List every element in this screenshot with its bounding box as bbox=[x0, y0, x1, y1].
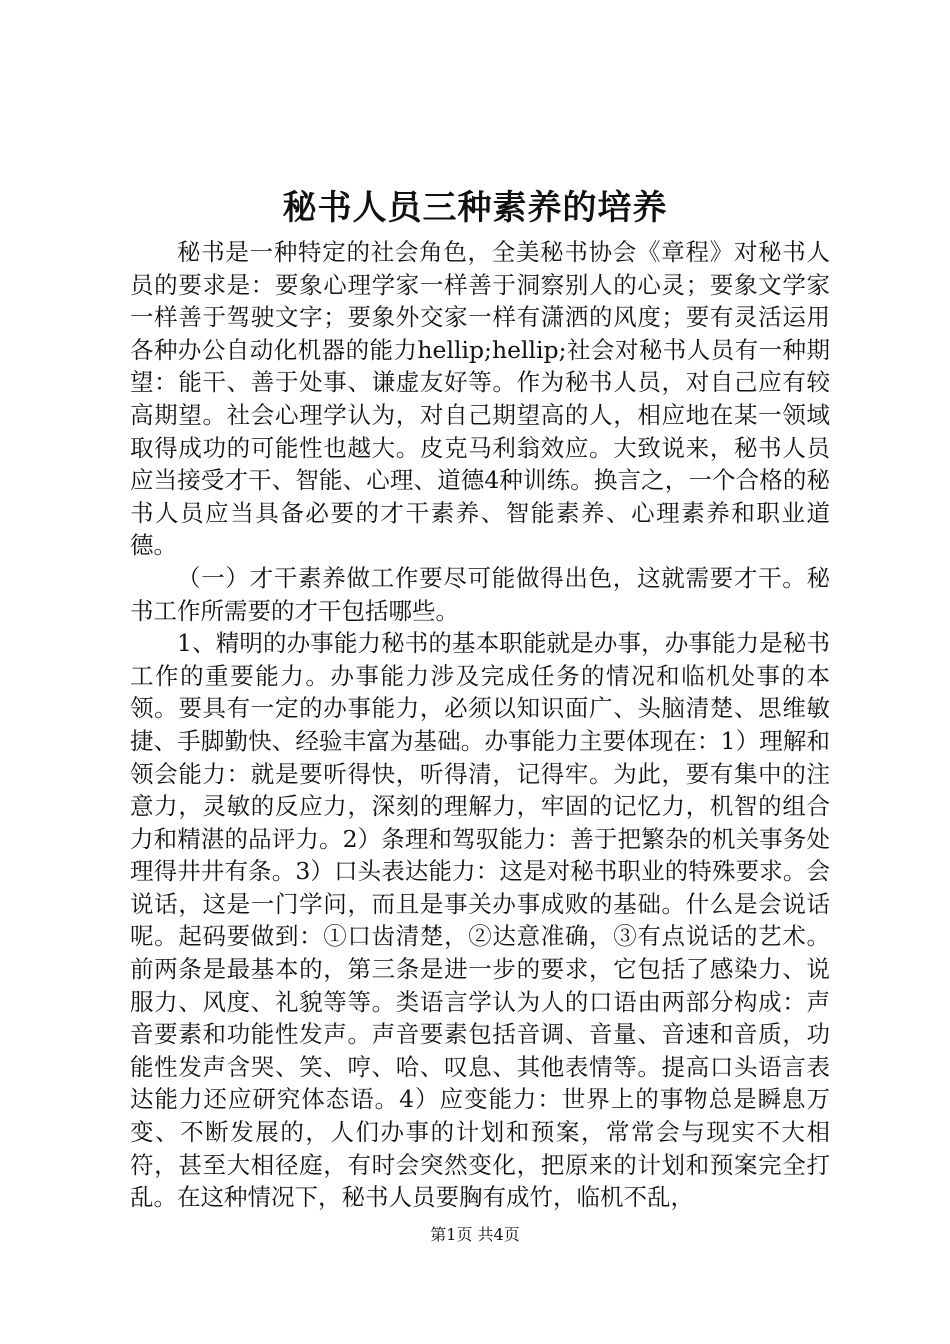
paragraph-intro: 秘书是一种特定的社会角色，全美秘书协会《章程》对秘书人员的要求是：要象心理学家一样善于洞察别人的心灵；要象文学家一样善于驾驶文字；要象外交家一样有潇洒的风度；要有灵活运用各种办公自动化机器的能力hellip;hellip;社会对秘书人员有一种期望：能干、善于处事、谦虚友好等。作为秘书人员，对自己应有较高期望。社会心理学认为，对自己期望高的人，相应地在某一领域取得成功的可能性也越大。皮克马利翁效应。大致说来，秘书人员应当接受才干、智能、心理、道德4种训练。换言之，一个合格的秘书人员应当具备必要的才干素养、智能素养、心理素养和职业道德。 bbox=[130, 238, 830, 560]
paragraph-section-1: （一）才干素养做工作要尽可能做得出色，这就需要才干。秘书工作所需要的才干包括哪些。 bbox=[130, 563, 830, 625]
document-title: 秘书人员三种素养的培养 bbox=[282, 188, 668, 228]
page-footer: 第1页 共4页 bbox=[430, 1225, 520, 1244]
document-body bbox=[130, 236, 830, 1214]
paragraph-item-1: 1、精明的办事能力秘书的基本职能就是办事，办事能力是秘书工作的重要能力。办事能力涉及完成任务的情况和临机处事的本领。要具有一定的办事能力，必须以知识面广、头脑清楚、思维敏捷、手脚勤快、经验丰富为基础。办事能力主要体现在：1）理解和领会能力：就是要听得快，听得清，记得牢。为此，要有集中的注意力，灵敏的反应力，深刻的理解力，牢固的记忆力，机智的组合力和精湛的品评力。2）条理和驾驭能力：善于把繁杂的机关事务处理得井井有条。3）口头表达能力：这是对秘书职业的特殊要求。会说话，这是一门学问，而且是事关办事成败的基础。什么是会说话呢。起码要做到：①口齿清楚，②达意准确，③有点说话的艺术。前两条是最基本的，第三条是进一步的要求，它包括了感染力、说服力、风度、礼貌等等。类语言学认为人的口语由两部分构成：声音要素和功能性发声。声音要素包括音调、音量、音速和音质，功能性发声含哭、笑、哼、哈、叹息、其他表情等。提高口头语言表达能力还应研究体态语。4）应变能力：世界上的事物总是瞬息万变、不断发展的，人们办事的计划和预案，常常会与现实不大相符，甚至大相径庭，有时会突然变化，把原来的计划和预案完全打乱。在这种情况下，秘书人员要胸有成竹，临机不乱， bbox=[130, 629, 830, 1212]
